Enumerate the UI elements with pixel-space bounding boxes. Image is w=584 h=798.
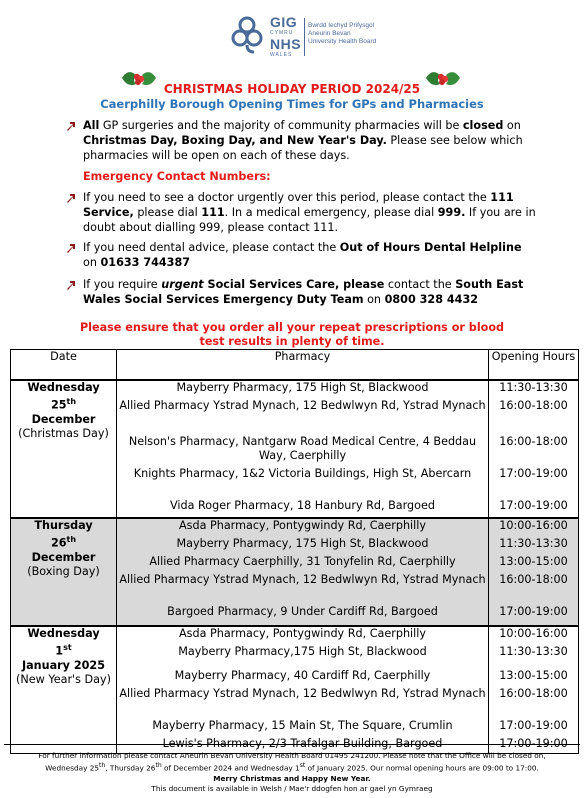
pharmacy-cell: Allied Pharmacy Caerphilly, 31 Tonyfelin Rd, Caerphilly [117, 555, 489, 573]
table-row [11, 626, 579, 645]
hours-cell: 11:30-13:30 [489, 537, 579, 555]
logo-org-name: Bwrdd Iechyd Prifysgol Aneurin Bevan University Health Board [308, 22, 377, 45]
hours-cell: 11:30-13:30 [489, 645, 579, 669]
pharmacy-cell: Mayberry Pharmacy,175 High St, Blackwood [117, 645, 489, 669]
header-hours: Opening Hours [489, 350, 579, 381]
pharmacy-cell: Mayberry Pharmacy, 175 High St, Blackwood [117, 537, 489, 555]
hours-cell: 16:00-18:00 [489, 687, 579, 719]
hours-cell: 17:00-19:00 [489, 719, 579, 737]
arrow-bullet-icon [66, 193, 76, 203]
hours-cell: 16:00-18:00 [489, 399, 579, 435]
hours-cell: 13:00-15:00 [489, 555, 579, 573]
hours-cell: 16:00-18:00 [489, 573, 579, 605]
footer: For further information please contact Aneurin Bevan University Health Board 01495 241200. Please note that the Office will be closed on, Wednesday 25th, Thursday 26th of December 2024 and Wednesday 1st of January 2025. Our normal opening hours are 09:00 to 17:00. Merry Christmas and Happy New Year. This document is available in Welsh / Mae'r ddogfen hon ar gael yn Gymraeg [4, 744, 580, 794]
hours-cell: 16:00-18:00 [489, 435, 579, 467]
pharmacy-cell: Knights Pharmacy, 1&2 Victoria Buildings, High St, Abercarn [117, 467, 489, 499]
logo-divider [304, 18, 305, 56]
arrow-bullet-icon [66, 280, 76, 290]
pharmacy-cell: Lewis's Pharmacy, 2/3 Trafalgar Building, Bargoed [117, 737, 489, 754]
date-cell: Wednesday 25th December (Christmas Day) [11, 380, 117, 518]
logo-wales: WALES [270, 52, 293, 58]
doctor-bullet: If you need to see a doctor urgently over this period, please contact the 111 Service, please dial 111. In a medical emergency, please dial 999. If you are in doubt about dialling 999, please contact 111. [66, 190, 536, 235]
pharmacy-cell: Allied Pharmacy Ystrad Mynach, 12 Bedwlwyn Rd, Ystrad Mynach [117, 399, 489, 435]
pharmacy-cell: Asda Pharmacy, Pontygwindy Rd, Caerphilly [117, 518, 489, 537]
intro-bullet: All GP surgeries and the majority of community pharmacies will be closed on Christmas Day, Boxing Day, and New Year's Day. Please see below which pharmacies will be open on each of these days. [66, 118, 536, 163]
header-date: Date [11, 350, 117, 381]
pharmacy-cell: Mayberry Pharmacy, 40 Cardiff Rd, Caerphilly [117, 669, 489, 687]
table-row [11, 380, 579, 399]
celtic-knot-icon [230, 14, 264, 54]
logo-nhs: NHS [270, 36, 302, 52]
footer-greeting: Merry Christmas and Happy New Year. [213, 773, 371, 783]
opening-times-table [10, 349, 579, 754]
dental-bullet: If you need dental advice, please contact the Out of Hours Dental Helpline on 01633 744387 [66, 240, 536, 270]
arrow-bullet-icon [66, 121, 76, 131]
hours-cell: 17:00-19:00 [489, 467, 579, 499]
hours-cell: 17:00-19:00 [489, 605, 579, 626]
table-row [11, 518, 579, 537]
hours-cell: 17:00-19:00 [489, 737, 579, 754]
pharmacy-cell: Vida Roger Pharmacy, 18 Hanbury Rd, Bargoed [117, 499, 489, 518]
pharmacy-cell: Nelson's Pharmacy, Nantgarw Road Medical Centre, 4 Beddau Way, Caerphilly [117, 435, 489, 467]
footer-welsh-note: This document is available in Welsh / Mae'r ddogfen hon ar gael yn Gymraeg [151, 784, 433, 794]
hours-cell: 17:00-19:00 [489, 499, 579, 518]
pharmacy-cell: Allied Pharmacy Ystrad Mynach, 12 Bedwlwyn Rd, Ystrad Mynach [117, 687, 489, 719]
pharmacy-cell: Mayberry Pharmacy, 15 Main St, The Square, Crumlin [117, 719, 489, 737]
pharmacy-cell: Asda Pharmacy, Pontygwindy Rd, Caerphilly [117, 626, 489, 645]
pharmacy-cell: Mayberry Pharmacy, 175 High St, Blackwood [117, 380, 489, 399]
hours-cell: 10:00-16:00 [489, 518, 579, 537]
arrow-bullet-icon [66, 243, 76, 253]
emergency-heading: Emergency Contact Numbers: [83, 170, 271, 183]
hours-cell: 11:30-13:30 [489, 380, 579, 399]
header-pharmacy: Pharmacy [117, 350, 489, 381]
date-cell: Thursday 26th December (Boxing Day) [11, 518, 117, 626]
pharmacy-cell: Allied Pharmacy Ystrad Mynach, 12 Bedwlwyn Rd, Ystrad Mynach [117, 573, 489, 605]
pharmacy-cell: Bargoed Pharmacy, 9 Under Cardiff Rd, Bargoed [117, 605, 489, 626]
prescription-warning: Please ensure that you order all your repeat prescriptions or blood test results in plenty of time. [79, 321, 505, 348]
social-services-bullet: If you require urgent Social Services Care, please contact the South East Wales Social Services Emergency Duty Team on 0800 328 4432 [66, 277, 536, 307]
hours-cell: 13:00-15:00 [489, 669, 579, 687]
nhs-logo [230, 12, 390, 62]
page-subtitle: Caerphilly Borough Opening Times for GPs and Pharmacies [100, 97, 484, 111]
hours-cell: 10:00-16:00 [489, 626, 579, 645]
date-cell: Wednesday 1st January 2025 (New Year's Day) [11, 626, 117, 754]
table-header-row [11, 350, 579, 381]
page-title: CHRISTMAS HOLIDAY PERIOD 2024/25 [163, 82, 421, 96]
logo-gig: GIG [270, 14, 298, 30]
table-body [11, 380, 579, 754]
logo-cymru: CYMRU [270, 30, 294, 36]
